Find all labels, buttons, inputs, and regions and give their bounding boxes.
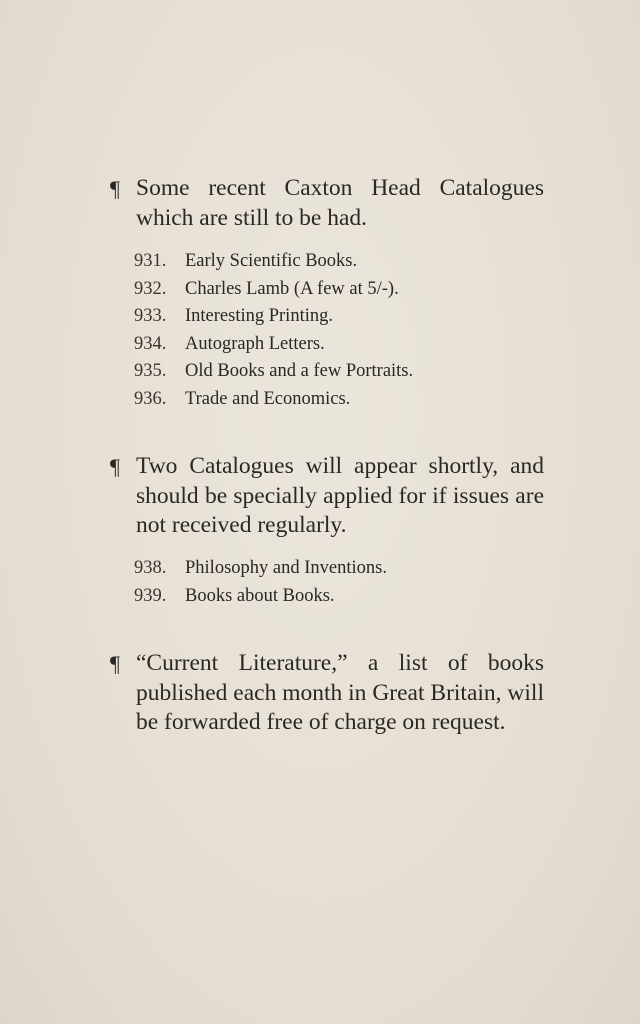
catalogue-number: 935. [134,361,167,381]
pilcrow-mark: ¶ [110,454,120,479]
catalogue-number: 932. [134,278,167,299]
recent-catalogues-heading: Some recent Caxton Head Catalogues which are still to be had. [136,175,544,231]
catalogue-number: 934. [134,333,167,354]
catalogue-title: Early Scientific Books. [185,251,358,271]
current-literature-notice: “Current Literature,” a list of books published each month in Great Britain, will be forwarded free of charge on request. [136,650,544,735]
pilcrow-mark: ¶ [110,176,120,201]
list-item [134,583,554,611]
available-catalogue-list [134,248,554,413]
catalogue-title: Charles Lamb (A few at 5/-). [185,278,399,299]
catalogue-number: 938. [134,558,167,578]
catalogue-number: 936. [134,388,167,409]
catalogue-title: Philosophy and Inventions. [185,558,387,578]
catalogue-number: 939. [134,585,167,606]
list-item [134,276,554,304]
forthcoming-catalogues-notice: Two Catalogues will appear shortly, and should be specially applied for if issues are not received regularly. [136,453,544,538]
list-item [134,303,554,331]
catalogue-title: Autograph Letters. [185,333,325,354]
catalogue-title: Trade and Economics. [185,388,351,409]
forthcoming-catalogue-list [134,555,554,610]
list-item [134,386,554,414]
list-item [134,358,554,386]
catalogue-title: Old Books and a few Portraits. [185,361,414,381]
list-item [134,248,554,276]
catalogue-title: Books about Books. [185,585,335,606]
catalogue-title: Interesting Printing. [185,306,333,326]
list-item [134,555,554,583]
pilcrow-mark: ¶ [110,651,120,676]
list-item [134,331,554,359]
catalogue-number: 933. [134,306,167,326]
catalogue-number: 931. [134,251,167,271]
